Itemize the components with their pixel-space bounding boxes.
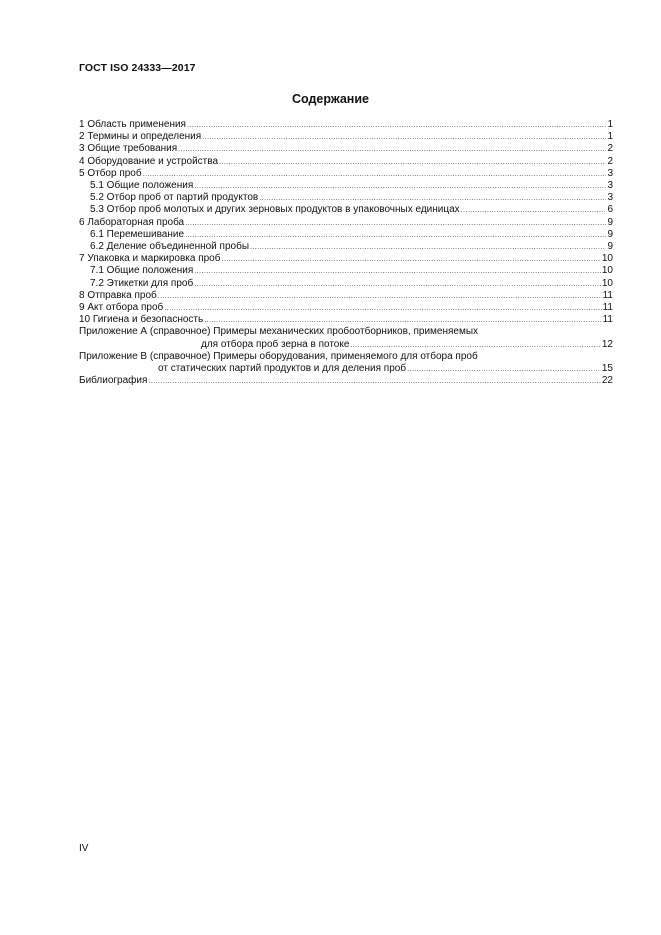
- toc-entry[interactable]: [79, 217, 613, 229]
- toc-entry[interactable]: [79, 119, 613, 131]
- toc-entry-page: 2: [607, 143, 613, 155]
- toc-entry[interactable]: [79, 192, 613, 204]
- toc-entry-label: 2 Термины и определения: [79, 131, 202, 143]
- toc-entry[interactable]: [79, 156, 613, 168]
- toc-appendix-b-line1: Приложение В (справочное) Примеры оборудования, применяемого для отбора проб: [79, 350, 478, 362]
- toc-entry[interactable]: [79, 204, 613, 216]
- toc-appendix-b[interactable]: [79, 351, 613, 375]
- toc-entry-label: 7.1 Общие положения: [90, 265, 194, 277]
- toc-bibliography[interactable]: [79, 375, 613, 387]
- toc-appendix-b-page: 15: [601, 363, 613, 375]
- toc-leader-dots: [164, 302, 601, 314]
- toc-entry-label: 10 Гигиена и безопасность: [79, 314, 204, 326]
- toc-entry-page: 2: [607, 155, 613, 167]
- toc-leader-dots: [350, 339, 600, 351]
- toc-leader-dots: [259, 192, 606, 204]
- toc-entry-page: 9: [607, 241, 613, 253]
- document-header: ГОСТ ISO 24333—2017: [79, 62, 196, 74]
- table-of-contents: [79, 119, 613, 387]
- toc-entry[interactable]: [79, 302, 613, 314]
- toc-entry-page: 10: [601, 265, 613, 277]
- toc-entry-label: 5 Отбор проб: [79, 167, 142, 179]
- toc-leader-dots: [407, 363, 601, 375]
- toc-entry-label: 6.2 Деление объединенной пробы: [90, 241, 250, 253]
- toc-leader-dots: [187, 119, 606, 131]
- toc-entry-label: 6.1 Перемешивание: [90, 228, 185, 240]
- toc-leader-dots: [202, 131, 606, 143]
- toc-entry-label: 5.2 Отбор проб от партий продуктов: [90, 192, 259, 204]
- toc-appendix-b-line2: от статических партий продуктов и для деления проб: [158, 363, 407, 375]
- toc-entry[interactable]: [79, 168, 613, 180]
- toc-appendix-a-page: 12: [601, 338, 613, 350]
- toc-entry[interactable]: [79, 229, 613, 241]
- toc-bibliography-page: 22: [601, 375, 613, 387]
- toc-entry[interactable]: [79, 290, 613, 302]
- toc-entry-page: 1: [607, 119, 613, 130]
- toc-entry[interactable]: [79, 131, 613, 143]
- toc-appendix-a[interactable]: [79, 326, 613, 350]
- toc-entry-page: 9: [607, 228, 613, 240]
- toc-entry-page: 1: [607, 131, 613, 143]
- toc-entry-page: 11: [602, 302, 613, 314]
- toc-entry-label: 8 Отправка проб: [79, 289, 157, 301]
- toc-leader-dots: [178, 143, 606, 155]
- toc-entry-label: 3 Общие требования: [79, 143, 178, 155]
- toc-entry-label: 7.2 Этикетки для проб: [90, 277, 194, 289]
- toc-appendix-a-line2: для отбора проб зерна в потоке: [201, 338, 350, 350]
- toc-leader-dots: [194, 265, 601, 277]
- toc-entry-page: 6: [607, 204, 613, 216]
- toc-bibliography-label: Библиография: [79, 375, 148, 387]
- toc-leader-dots: [194, 278, 601, 290]
- page-title: Содержание: [291, 92, 369, 106]
- toc-entry-page: 3: [607, 192, 613, 204]
- toc-entry-label: 9 Акт отбора проб: [79, 302, 164, 314]
- toc-leader-dots: [185, 229, 606, 241]
- toc-entry-page: 11: [602, 289, 613, 301]
- toc-entry[interactable]: [79, 180, 613, 192]
- toc-leader-dots: [143, 168, 607, 180]
- toc-entry-page: 10: [601, 277, 613, 289]
- toc-leader-dots: [461, 204, 607, 216]
- toc-entry-page: 11: [602, 314, 613, 326]
- toc-entry-label: 4 Оборудование и устройства: [79, 155, 219, 167]
- toc-entry[interactable]: [79, 143, 613, 155]
- toc-entry-label: 5.1 Общие положения: [90, 180, 194, 192]
- toc-leader-dots: [250, 241, 606, 253]
- toc-main-entries: [79, 119, 613, 326]
- toc-entry[interactable]: [79, 241, 613, 253]
- toc-entry-label: 5.3 Отбор проб молотых и других зерновых продуктов в упаковочных единицах: [90, 204, 460, 216]
- toc-entry-page: 9: [607, 216, 613, 228]
- toc-entry[interactable]: [79, 278, 613, 290]
- toc-entry-page: 10: [601, 253, 613, 265]
- toc-entry[interactable]: [79, 314, 613, 326]
- toc-leader-dots: [219, 156, 606, 168]
- toc-leader-dots: [185, 217, 606, 229]
- toc-entry-label: 1 Область применения: [79, 119, 186, 130]
- toc-entry-page: 3: [607, 167, 613, 179]
- toc-leader-dots: [158, 290, 602, 302]
- toc-leader-dots: [204, 314, 601, 326]
- toc-appendix-a-line1: Приложение А (справочное) Примеры механических пробоотборников, применяемых: [79, 326, 479, 338]
- toc-entry[interactable]: [79, 253, 613, 265]
- toc-leader-dots: [221, 253, 600, 265]
- toc-leader-dots: [148, 375, 600, 387]
- toc-entry-label: 6 Лабораторная проба: [79, 216, 185, 228]
- toc-leader-dots: [194, 180, 606, 192]
- toc-entry[interactable]: [79, 265, 613, 277]
- page-number-roman: IV: [79, 843, 89, 854]
- toc-entry-page: 3: [607, 180, 613, 192]
- toc-entry-label: 7 Упаковка и маркировка проб: [79, 253, 221, 265]
